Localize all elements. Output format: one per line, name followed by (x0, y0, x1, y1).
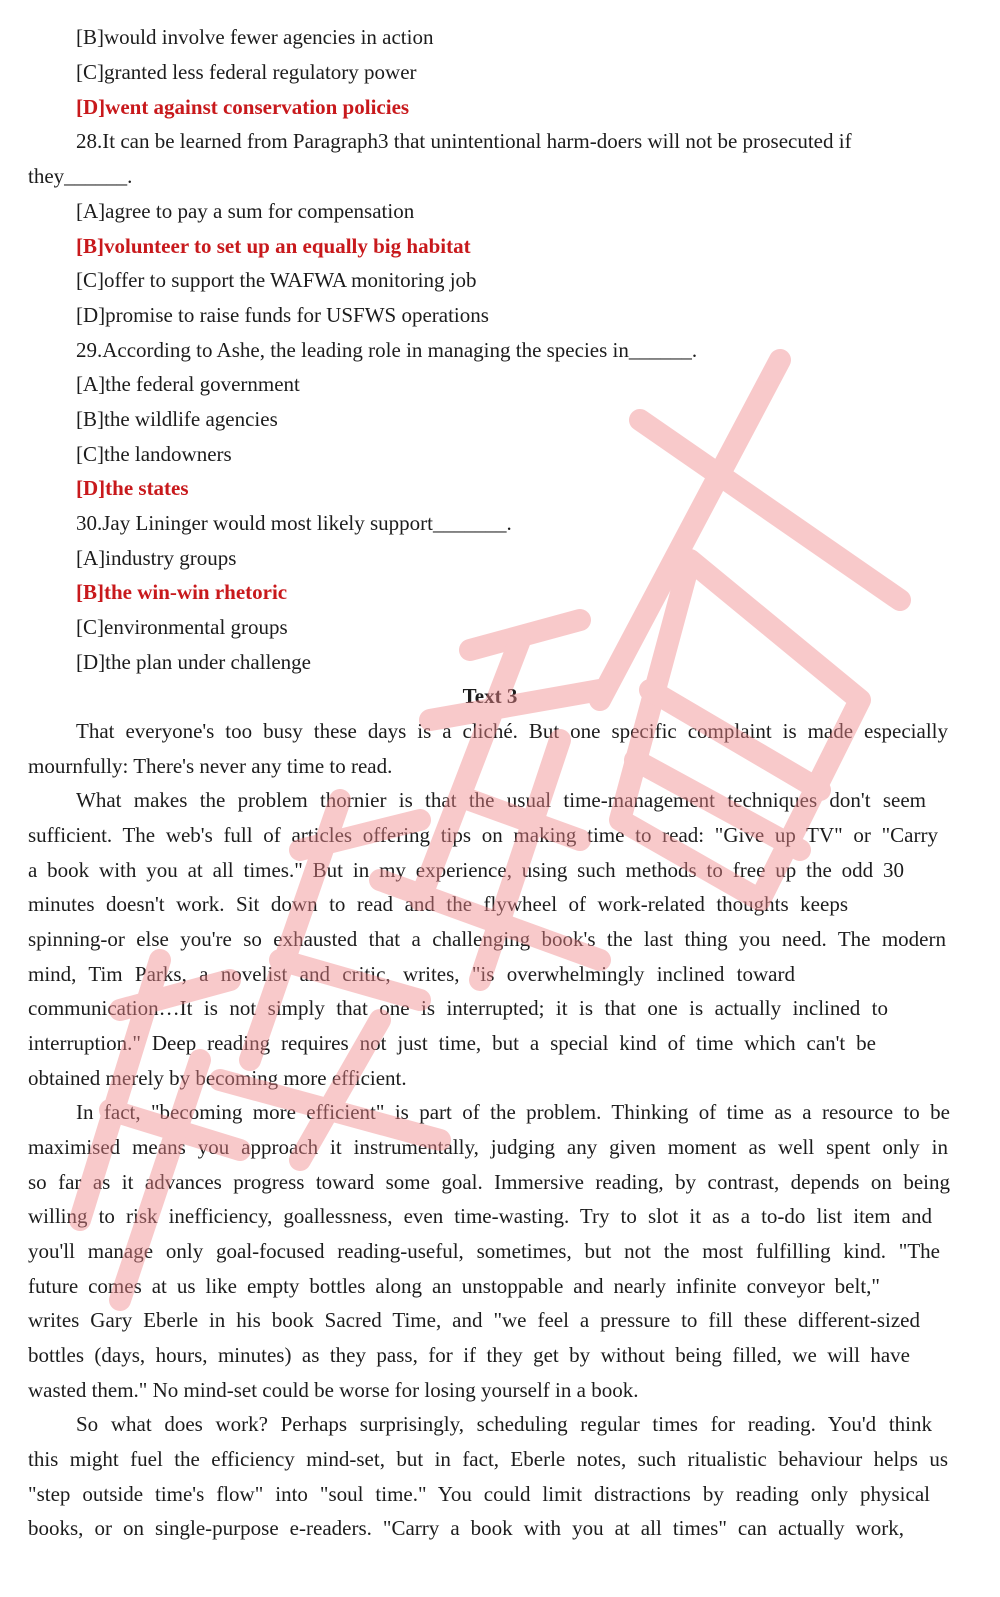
section-heading: Text 3 (462, 684, 518, 708)
q30-option-c: [C]environmental groups (76, 615, 288, 639)
paragraph-line: bottles (days, hours, minutes) as they pass, for if they get by without being filled, we will have (28, 1343, 910, 1367)
q29-option-d-answer: [D]the states (76, 476, 189, 500)
paragraph-line: mind, Tim Parks, a novelist and critic, writes, "is overwhelmingly inclined toward (28, 962, 795, 986)
paragraph-line: interruption." Deep reading requires not just time, but a special kind of time which can't be (28, 1031, 876, 1055)
paragraph-line: this might fuel the efficiency mind-set, but in fact, Eberle notes, such ritualistic behaviour helps us (28, 1447, 948, 1471)
q28-option-d: [D]promise to raise funds for USFWS operations (76, 303, 489, 327)
paragraph-line: That everyone's too busy these days is a cliché. But one specific complaint is made especially (76, 719, 948, 743)
paragraph-line: writes Gary Eberle in his book Sacred Time, and "we feel a pressure to fill these different-sized (28, 1308, 920, 1332)
q28-option-b-answer: [B]volunteer to set up an equally big habitat (76, 234, 471, 258)
paragraph-line: wasted them." No mind-set could be worse for losing yourself in a book. (28, 1378, 639, 1402)
q30-option-a: [A]industry groups (76, 546, 237, 570)
q30-option-d: [D]the plan under challenge (76, 650, 311, 674)
paragraph-line: spinning-or else you're so exhausted that a challenging book's the last thing you need. The modern (28, 927, 946, 951)
paragraph-line: willing to risk inefficiency, goallessness, even time-wasting. Try to slot it as a to-do list item and (28, 1204, 932, 1228)
q30-option-b-answer: [B]the win-win rhetoric (76, 580, 288, 604)
paragraph-line: a book with you at all times." But in my experience, using such methods to free up the odd 30 (28, 858, 904, 882)
paragraph-line: obtained merely by becoming more efficient. (28, 1066, 407, 1090)
q29-option-a: [A]the federal government (76, 372, 300, 396)
q27-option-b: [B]would involve fewer agencies in action (76, 25, 434, 49)
q27-option-c: [C]granted less federal regulatory power (76, 60, 417, 84)
paragraph-line: So what does work? Perhaps surprisingly, scheduling regular times for reading. You'd think (76, 1412, 932, 1436)
paragraph-line: maximised means you approach it instrumentally, judging any given moment as well spent only in (28, 1135, 948, 1159)
paragraph-line: so far as it advances progress toward some goal. Immersive reading, by contrast, depends on being (28, 1170, 950, 1194)
paragraph-line: What makes the problem thornier is that the usual time-management techniques don't seem (76, 788, 926, 812)
paragraph-line: future comes at us like empty bottles along an unstoppable and nearly infinite conveyor belt," (28, 1274, 880, 1298)
q28-stem: 28.It can be learned from Paragraph3 that unintentional harm-doers will not be prosecuted if (76, 129, 852, 153)
paragraph-line: communication…It is not simply that one is interrupted; it is that one is actually inclined to (28, 996, 888, 1020)
paragraph-line: In fact, "becoming more efficient" is part of the problem. Thinking of time as a resource to be (76, 1100, 950, 1124)
q28-option-c: [C]offer to support the WAFWA monitoring job (76, 268, 477, 292)
q29-stem: 29.According to Ashe, the leading role in managing the species in______. (76, 338, 698, 362)
q27-option-d-answer: [D]went against conservation policies (76, 95, 410, 119)
q28-stem-continued: they______. (28, 164, 133, 188)
q28-option-a: [A]agree to pay a sum for compensation (76, 199, 415, 223)
q30-stem: 30.Jay Lininger would most likely support_______. (76, 511, 512, 535)
paragraph-line: minutes doesn't work. Sit down to read and the flywheel of work-related thoughts keeps (28, 892, 848, 916)
paragraph-line: "step outside time's flow" into "soul time." You could limit distractions by reading only physical (28, 1482, 930, 1506)
q29-option-b: [B]the wildlife agencies (76, 407, 278, 431)
paragraph-line: mournfully: There's never any time to read. (28, 754, 393, 778)
paragraph-line: sufficient. The web's full of articles offering tips on making time to read: "Give up TV" or "Carry (28, 823, 938, 847)
paragraph-line: books, or on single-purpose e-readers. "Carry a book with you at all times" can actually work, (28, 1516, 904, 1540)
paragraph-line: you'll manage only goal-focused reading-useful, sometimes, but not the most fulfilling kind. "The (28, 1239, 940, 1263)
q29-option-c: [C]the landowners (76, 442, 232, 466)
